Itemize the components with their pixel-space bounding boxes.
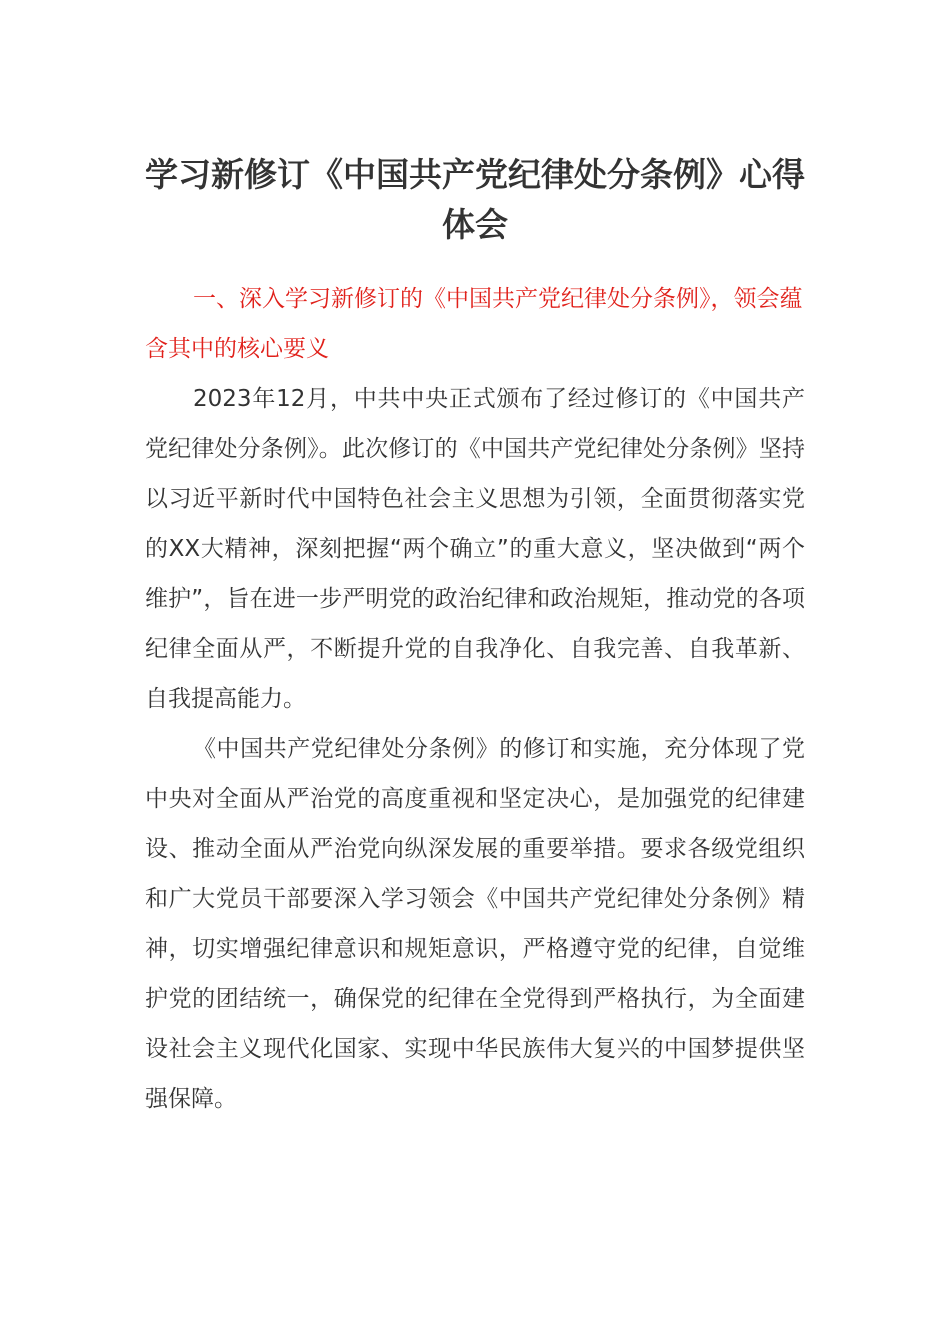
body-paragraph-1: 2023年12月，中共中央正式颁布了经过修订的《中国共产党纪律处分条例》。此次修订的《中国共产党纪律处分条例》坚持以习近平新时代中国特色社会主义思想为引领，全面贯彻落实党的XX大精神，深刻把握“两个确立”的重大意义，坚决做到“两个维护”，旨在进一步严明党的政治纪律和政治规矩，推动党的各项纪律全面从严，不断提升党的自我净化、自我完善、自我革新、自我提高能力。 [145, 386, 805, 712]
document-title: 学习新修订《中国共产党纪律处分条例》心得体会 [145, 155, 805, 244]
document-page [145, 150, 805, 1124]
body-paragraph-2: 《中国共产党纪律处分条例》的修订和实施，充分体现了党中央对全面从严治党的高度重视和坚定决心，是加强党的纪律建设、推动全面从严治党向纵深发展的重要举措。要求各级党组织和广大党员干部要深入学习领会《中国共产党纪律处分条例》精神，切实增强纪律意识和规矩意识，严格遵守党的纪律，自觉维护党的团结统一，确保党的纪律在全党得到严格执行，为全面建设社会主义现代化国家、实现中华民族伟大复兴的中国梦提供坚强保障。 [145, 736, 805, 1112]
section-heading: 一、深入学习新修订的《中国共产党纪律处分条例》，领会蕴含其中的核心要义 [145, 286, 803, 362]
